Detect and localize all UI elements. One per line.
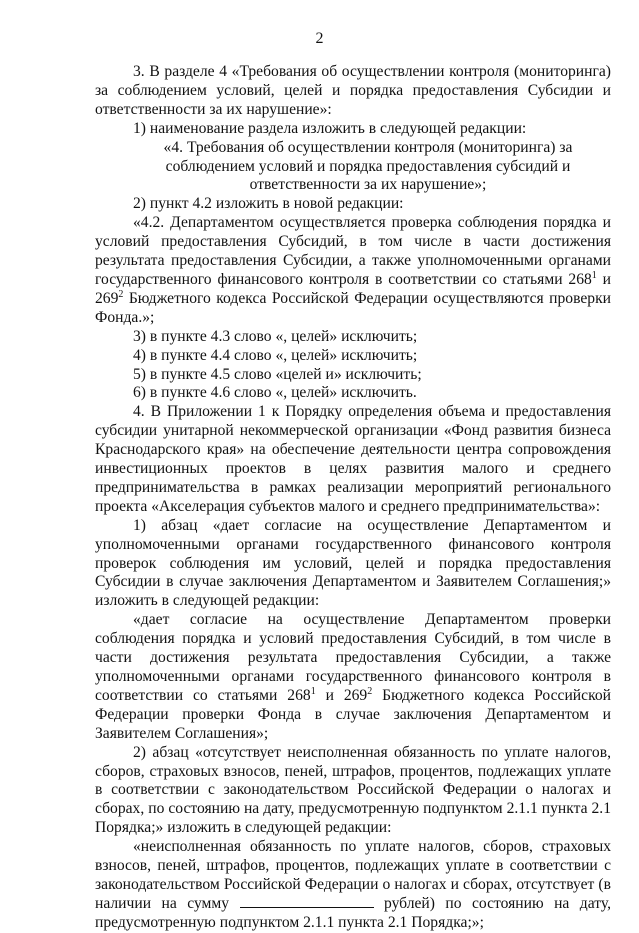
superscript: 2 <box>118 288 124 300</box>
superscript: 1 <box>591 269 597 281</box>
paragraph-item-2: 2) пункт 4.2 изложить в новой редакции: <box>133 195 404 213</box>
paragraph-item-4: 4) в пункте 4.4 слово «, целей» исключить; <box>133 346 418 364</box>
superscript: 2 <box>367 685 373 697</box>
paragraph-new-tax <box>95 838 611 933</box>
paragraph-item-1: 1) наименование раздела изложить в следующей редакции: <box>133 119 527 137</box>
paragraph-abzac-1: 1) абзац «дает согласие на осуществление Департаментом и уполномоченными органами государственного финансового контроля проверок соблюдения им условий, целей и порядка предоставления Субсидии в случае заключения Департаментом и Заявителем Соглашения;» изложить в следующей редакции: <box>95 516 611 610</box>
text-segment: «4.2. Департаментом осуществляется проверка соблюдения порядка и условий предоставления Субсидий, в том числе в части достижения результата предоставления Субсидии, а также уполномоченными органами государственного финансового контроля в соответствии со статьями 268 <box>95 214 611 288</box>
paragraph-section-4: 4. В Приложении 1 к Порядку определения объема и предоставления субсидии унитарной некоммерческой организации «Фонд развития бизнеса Краснодарского края» на обеспечение деятельности центра сопровождения инвестиционных проектов в целях развития малого и среднего предпринимательства в рамках реализации мероприятий регионального проекта «Акселерация субъектов малого и среднего предпринимательства»: <box>95 403 611 515</box>
amount-blank-line <box>240 895 374 908</box>
text-segment: и 269 <box>315 686 368 704</box>
paragraph-item-6: 6) в пункте 4.6 слово «, целей» исключить. <box>133 384 417 402</box>
paragraph-abzac-2: 2) абзац «отсутствует неисполненная обязанность по уплате налогов, сборов, страховых взносов, пеней, штрафов, процентов, подлежащих уплате в соответствии с законодательством Российской Федерации о налогах и сборах, по состоянию на дату, предусмотренную подпунктом 2.1.1 пункта 2.1 Порядка;» изложить в следующей редакции: <box>95 743 611 837</box>
paragraph-point-4-2 <box>95 214 611 327</box>
text-segment: «дает согласие на осуществление Департаментом проверки соблюдения порядка и условий предоставления Субсидий, в том числе в части достижения результата предоставления Субсидии, а также уполномоченными органами государственного финансового контроля в соответствии со статьями 268 <box>95 611 611 704</box>
text-segment: Бюджетного кодекса Российской Федерации проверки Фонда в случае заключения Департаментом и Заявителем Соглашения»; <box>95 686 611 742</box>
text-segment: Бюджетного кодекса Российской Федерации осуществляются проверки Фонда.»; <box>95 289 611 326</box>
document-body <box>95 63 611 933</box>
text-segment: «неисполненная обязанность по уплате налогов, сборов, страховых взносов, пеней, штрафов, процентов, подлежащих уплате в соответствии с законодательством Российской Федерации о налогах и сборах, отсутствует (в наличии на сумму <box>95 838 611 912</box>
text-segment: и 269 <box>95 270 611 307</box>
paragraph-item-5: 5) в пункте 4.5 слово «целей и» исключить; <box>133 365 422 383</box>
page-number: 2 <box>315 30 324 47</box>
paragraph-item-3: 3) в пункте 4.3 слово «, целей» исключить; <box>133 327 418 345</box>
text-segment: рублей) по состоянию на дату, предусмотренную подпунктом 2.1.1 пункта 2.1 Порядка;»; <box>95 894 611 931</box>
paragraph-new-consent <box>95 611 611 743</box>
quoted-section-title: «4. Требования об осуществлении контроля (мониторинга) за соблюдением условий и порядка предоставления субсидий и ответственности за их нарушение»; <box>163 138 573 194</box>
superscript: 1 <box>310 685 316 697</box>
paragraph-section-3: 3. В разделе 4 «Требования об осуществлении контроля (мониторинга) за соблюдением условий, целей и порядка предоставления Субсидии и ответственности за их нарушение»: <box>95 63 611 118</box>
